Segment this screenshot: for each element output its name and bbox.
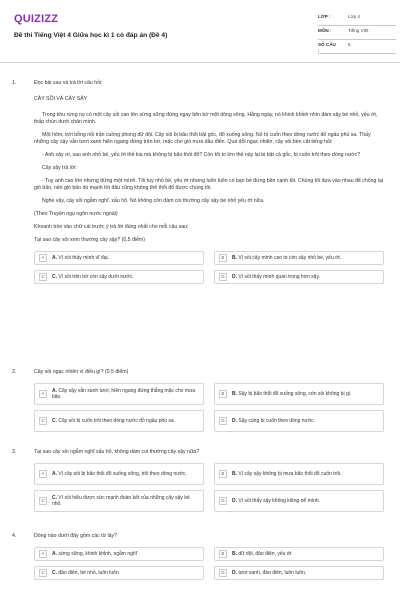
- option-text: Vì cây sồi bị bão thổi đổ xuống sông, trôi theo dòng nước.: [58, 470, 187, 477]
- option-letter: D: [219, 569, 227, 577]
- option-c[interactable]: [34, 410, 204, 432]
- meta-value: Lớp 4: [348, 14, 360, 19]
- option-a[interactable]: [34, 251, 204, 265]
- option-text: Vì sồi cậy mình cao to còn sậy nhỏ bé, yếu ớt.: [238, 254, 342, 261]
- header-divider: [0, 62, 400, 63]
- option-prefix: A.: [52, 254, 57, 261]
- option-text: Sậy bị bão thổi đổ xuống sông, còn sồi không bị gì.: [238, 390, 352, 397]
- option-letter: A: [39, 470, 47, 478]
- option-letter: B: [219, 254, 227, 262]
- options-row: [34, 547, 384, 561]
- option-letter: A: [39, 550, 47, 558]
- option-letter: C: [39, 417, 47, 425]
- option-a[interactable]: [34, 547, 204, 561]
- option-text: sừng sững, khinh khỉnh, ngẫm nghĩ: [58, 550, 138, 557]
- meta-row-grade: [318, 12, 396, 26]
- option-text: tươi xanh, đảo điên, luôn luôn.: [238, 569, 307, 576]
- option-text: Vì sồi hiểu được sức mạnh đoàn kết của những cây sậy bé nhỏ.: [52, 494, 190, 508]
- options-row: [34, 490, 384, 512]
- option-prefix: B.: [232, 470, 237, 477]
- meta-label: LỚP :: [318, 14, 331, 19]
- document-title: Đề thi Tiếng Việt 4 Giữa học kì 1 có đáp án (Đề 4): [14, 32, 168, 39]
- option-text: đảo điên, bé nhỏ, luôn luôn: [58, 569, 119, 576]
- option-d[interactable]: [214, 270, 384, 284]
- question-prompt: Dòng nào dưới đây gồm các từ láy?: [34, 533, 118, 539]
- document-header: [0, 0, 400, 62]
- option-c[interactable]: [34, 490, 204, 512]
- option-b[interactable]: [214, 547, 384, 561]
- option-text: Vì sồi thấy mình quan trọng hơn sậy.: [238, 273, 320, 280]
- option-prefix: A.: [52, 470, 57, 477]
- option-letter: D: [219, 497, 227, 505]
- meta-label: MÔN :: [318, 28, 332, 33]
- option-b[interactable]: [214, 463, 384, 485]
- story-paragraph: - Tuy anh cao lớn nhưng đứng một mình. Tôi tuy nhỏ bé, yếu ớt nhưng luôn luôn có bạn bè đứng bên cạnh tôi. Chúng tôi dựa vào nhau để chống lại gió bão, nên gió bão dù mạnh tới đâu cũng không thể thổi đổ được chúng tôi.: [34, 178, 384, 192]
- meta-label: SỐ CÂU :: [318, 42, 336, 54]
- option-text: Vì sồi trên bờ còn sậy dưới nước.: [58, 273, 134, 280]
- option-text: Vì cây sậy không bị mưa bão thổi đổ cuốn trôi.: [238, 470, 342, 477]
- question-number: 3.: [12, 449, 17, 455]
- option-prefix: D.: [232, 273, 237, 280]
- story-paragraph: Trong khu rừng nọ có một cây sồi cao lớn sừng sững đứng ngay bên bờ một dòng sông. Hằng ngày, nó khinh khỉnh nhìn đám sậy bé nhỏ, yếu ớt, thấp chùn dưới chân mình.: [34, 112, 378, 126]
- option-d[interactable]: [214, 410, 384, 432]
- options-row: [34, 566, 384, 580]
- options-row: [34, 270, 384, 284]
- option-prefix: B.: [232, 254, 237, 261]
- option-text: Cây sậy vẫn xanh tươi, hiên ngang đứng thẳng mặc cho mưa bão.: [52, 387, 196, 401]
- options-row: [34, 383, 384, 405]
- option-letter: B: [219, 390, 227, 398]
- option-text: Cây sồi bị cuốn trôi theo dòng nước đỏ ngầu phù sa.: [58, 417, 176, 424]
- question-number: 4.: [12, 533, 17, 539]
- option-prefix: C.: [52, 417, 57, 424]
- option-prefix: B.: [232, 550, 237, 557]
- option-b[interactable]: [214, 251, 384, 265]
- question-4: [34, 533, 384, 585]
- instruction-text: Đọc bài sau và trả lời câu hỏi:: [34, 80, 103, 86]
- story-paragraph: - Anh sậy ơi, sao anh nhỏ bé, yếu ớt thế kia mà không bị bão thổi đổ? Còn tôi to lớn thế này lại bị bật cả gốc, bị cuốn trôi theo dòng nước?: [42, 152, 361, 159]
- option-letter: B: [219, 470, 227, 478]
- option-letter: D: [219, 273, 227, 281]
- option-prefix: D.: [232, 417, 237, 424]
- option-prefix: C.: [52, 273, 57, 280]
- option-prefix: D.: [232, 569, 237, 576]
- option-text: Vì sồi thấy mình vĩ đại.: [58, 254, 109, 261]
- question-number: 1.: [12, 80, 17, 86]
- instruction-text: Khoanh tròn vào chữ cái trước ý trả lời đúng nhất cho mỗi câu sau:: [34, 224, 189, 231]
- option-prefix: C.: [52, 494, 57, 501]
- option-letter: C: [39, 497, 47, 505]
- option-text: dữ dội, đảo điên, yếu ớt: [238, 550, 292, 557]
- story-paragraph: Cây sậy trả lời:: [42, 165, 77, 172]
- option-b[interactable]: [214, 383, 384, 405]
- question-prompt: Tại sao cây sồi xem thường cây sậy? (0,5 điểm): [34, 237, 145, 244]
- story-title: CÂY SỒI VÀ CÂY SẬY: [34, 96, 88, 103]
- option-prefix: B.: [232, 390, 237, 397]
- option-text: Vì sồi thấy sậy không kiêng nể mình.: [238, 497, 321, 504]
- story-paragraph: Nghe vậy, cây sồi ngẫm nghĩ, xấu hổ. Nó không còn dám coi thường cây sậy bé nhỏ yếu ớt nữa.: [42, 198, 265, 205]
- option-a[interactable]: [34, 383, 204, 405]
- option-prefix: A.: [52, 387, 57, 394]
- options-row: [34, 463, 384, 485]
- meta-info-panel: [318, 12, 396, 54]
- option-d[interactable]: [214, 490, 384, 512]
- options-row: [34, 410, 384, 432]
- meta-value: Tiếng Việt: [348, 28, 369, 33]
- options-row: [34, 251, 384, 265]
- question-3: [34, 449, 384, 517]
- quizizz-logo: QUIZIZZ: [14, 13, 59, 25]
- option-prefix: C.: [52, 569, 57, 576]
- option-d[interactable]: [214, 566, 384, 580]
- meta-value: 5: [348, 42, 351, 47]
- question-number: 2.: [12, 369, 17, 375]
- option-letter: C: [39, 273, 47, 281]
- question-prompt: Tại sao cây sồi ngẫm nghĩ xấu hổ, không dám coi thường cây sậy nữa?: [34, 449, 200, 455]
- question-1: [34, 80, 384, 289]
- question-2: [34, 369, 384, 437]
- option-a[interactable]: [34, 463, 204, 485]
- meta-row-question-count: [318, 40, 396, 54]
- option-letter: D: [219, 417, 227, 425]
- question-prompt: Cây sồi ngạc nhiên vì điều gì? (0.5 điểm): [34, 369, 129, 375]
- option-prefix: D.: [232, 497, 237, 504]
- option-letter: A: [39, 254, 47, 262]
- story-paragraph: Một hôm, trời bỗng nổi trận cuồng phong dữ dội. Cây sồi bị bão thổi bật gốc, đổ xuống sông. Nó bị cuốn theo dòng nước đỏ ngầu phù sa. Thấy những cây sậy vẫn tươi xanh hiên ngang đứng trên bờ, mặc cho gió mưa dẫu điên. Quá đỗi ngạc nhiên, cây sồi bèn cất tiếng hỏi:: [34, 132, 371, 146]
- option-letter: C: [39, 569, 47, 577]
- option-prefix: A.: [52, 550, 57, 557]
- story-source: (Theo Truyện ngụ ngôn nước ngoài): [34, 211, 118, 218]
- option-c[interactable]: [34, 270, 204, 284]
- option-letter: B: [219, 550, 227, 558]
- meta-row-subject: [318, 26, 396, 40]
- option-letter: A: [39, 390, 47, 398]
- option-c[interactable]: [34, 566, 204, 580]
- option-text: Sậy cùng bị cuốn theo dòng nước.: [238, 417, 316, 424]
